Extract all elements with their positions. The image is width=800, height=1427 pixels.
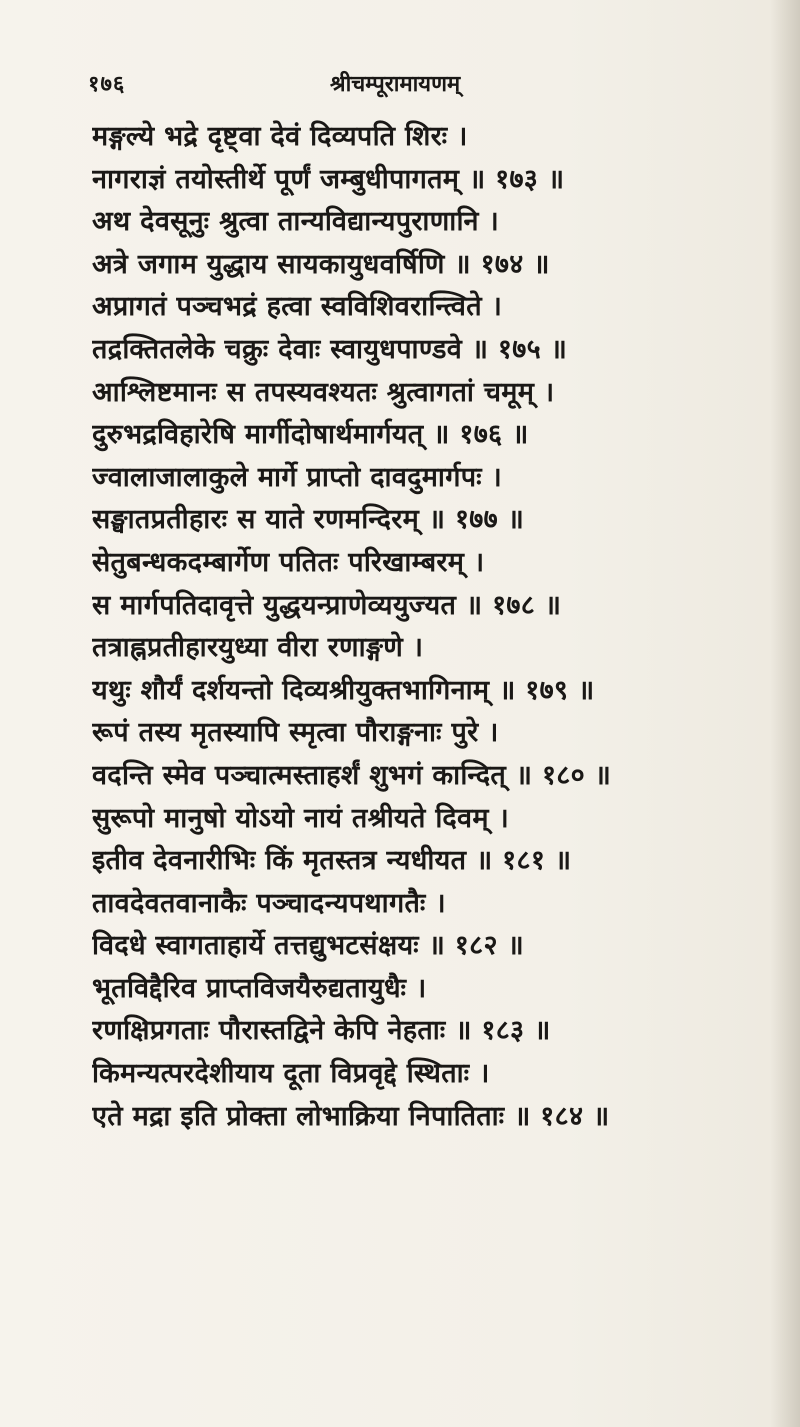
verse-line: विदधे स्वागताहार्ये तत्तद्युभटसंक्षयः ॥ १८२ ॥	[92, 930, 524, 962]
verse-line: किमन्यत्परदेशीयाय दूता विप्रवृद्दे स्थिताः ।	[92, 1058, 490, 1090]
verse-line: भूतविद्दैरिव प्राप्तविजयैरुद्यतायुधैः ।	[92, 972, 427, 1004]
verse-line: सुरूपो मानुषो योऽयो नायं तश्रीयते दिवम् ।	[92, 802, 510, 834]
verse-line: स मार्गपतिदावृत्ते युद्धयन्प्राणेव्ययुज्यत ॥ १७८ ॥	[92, 589, 562, 621]
verse-line: सङ्घातप्रतीहारः स याते रणमन्दिरम् ॥ १७७ ॥	[92, 504, 525, 536]
verse-line: वदन्ति स्मेव पञ्चात्मस्ताहर्शं शुभगं कान्दित् ॥ १८० ॥	[92, 759, 612, 791]
verse-line: तत्राह्नप्रतीहारयुध्या वीरा रणाङ्गणे ।	[92, 632, 424, 664]
verse-line: अथ देवसूनुः श्रुत्वा तान्यविद्यान्यपुराणानि ।	[92, 206, 500, 238]
verse-line: यथुः शौर्यं दर्शयन्तो दिव्यश्रीयुक्तभागिनाम् ॥ १७९ ॥	[92, 674, 595, 706]
running-title: श्रीचम्पूरामायणम्	[330, 71, 461, 97]
verse-line: नागराज्ञं तयोस्तीर्थे पूर्णं जम्बुधीपागतम् ॥ १७३ ॥	[92, 163, 565, 195]
verse-line: मङ्गल्ये भद्रे दृष्ट्वा देवं दिव्यपति शिरः ।	[92, 121, 468, 152]
verse-line: इतीव देवनारीभिः किं मृतस्तत्र न्यधीयत ॥ १८१ ॥	[92, 845, 572, 877]
verse-line: तद्रक्तितलेके चक्रुः देवाः स्वायुधपाण्डवे ॥ १७५ ॥	[92, 333, 568, 365]
verse-line: एते मद्रा इति प्रोक्ता लोभाक्रिया निपातिताः ॥ १८४ ॥	[92, 1100, 610, 1132]
verse-line: ज्वालाजालाकुले मार्गे प्राप्तो दावदुमार्गपः ।	[92, 461, 503, 493]
verse-line: अप्रागतं पञ्चभद्रं हत्वा स्वविशिवरान्त्विते ।	[92, 291, 503, 323]
verse-line: अत्रे जगाम युद्धाय सायकायुधवर्षिणि ॥ १७४ ॥	[92, 248, 550, 280]
verse-line: सेतुबन्धकदम्बार्गेण पतितः परिखाम्बरम् ।	[92, 546, 485, 578]
verse-line: रूपं तस्य मृतस्यापि स्मृत्वा पौराङ्गनाः पुरे ।	[92, 717, 499, 749]
verse-block	[92, 116, 782, 1138]
verse-line: आश्लिष्टमानः स तपस्यवश्यतः श्रुत्वागतां चमूम् ।	[92, 376, 555, 408]
verse-line: रणक्षिप्रगताः पौरास्तद्विने केपि नेहताः ॥ १८३ ॥	[92, 1015, 551, 1047]
verse-line: तावदेवतवानाकैः पञ्चादन्यपथागतैः ।	[92, 887, 446, 919]
verse-line: दुरुभद्रविहारेषि मार्गीदोषार्थमार्गयत् ॥ १७६ ॥	[92, 419, 529, 451]
page-header	[0, 68, 800, 108]
page-number: १७६	[88, 71, 126, 97]
